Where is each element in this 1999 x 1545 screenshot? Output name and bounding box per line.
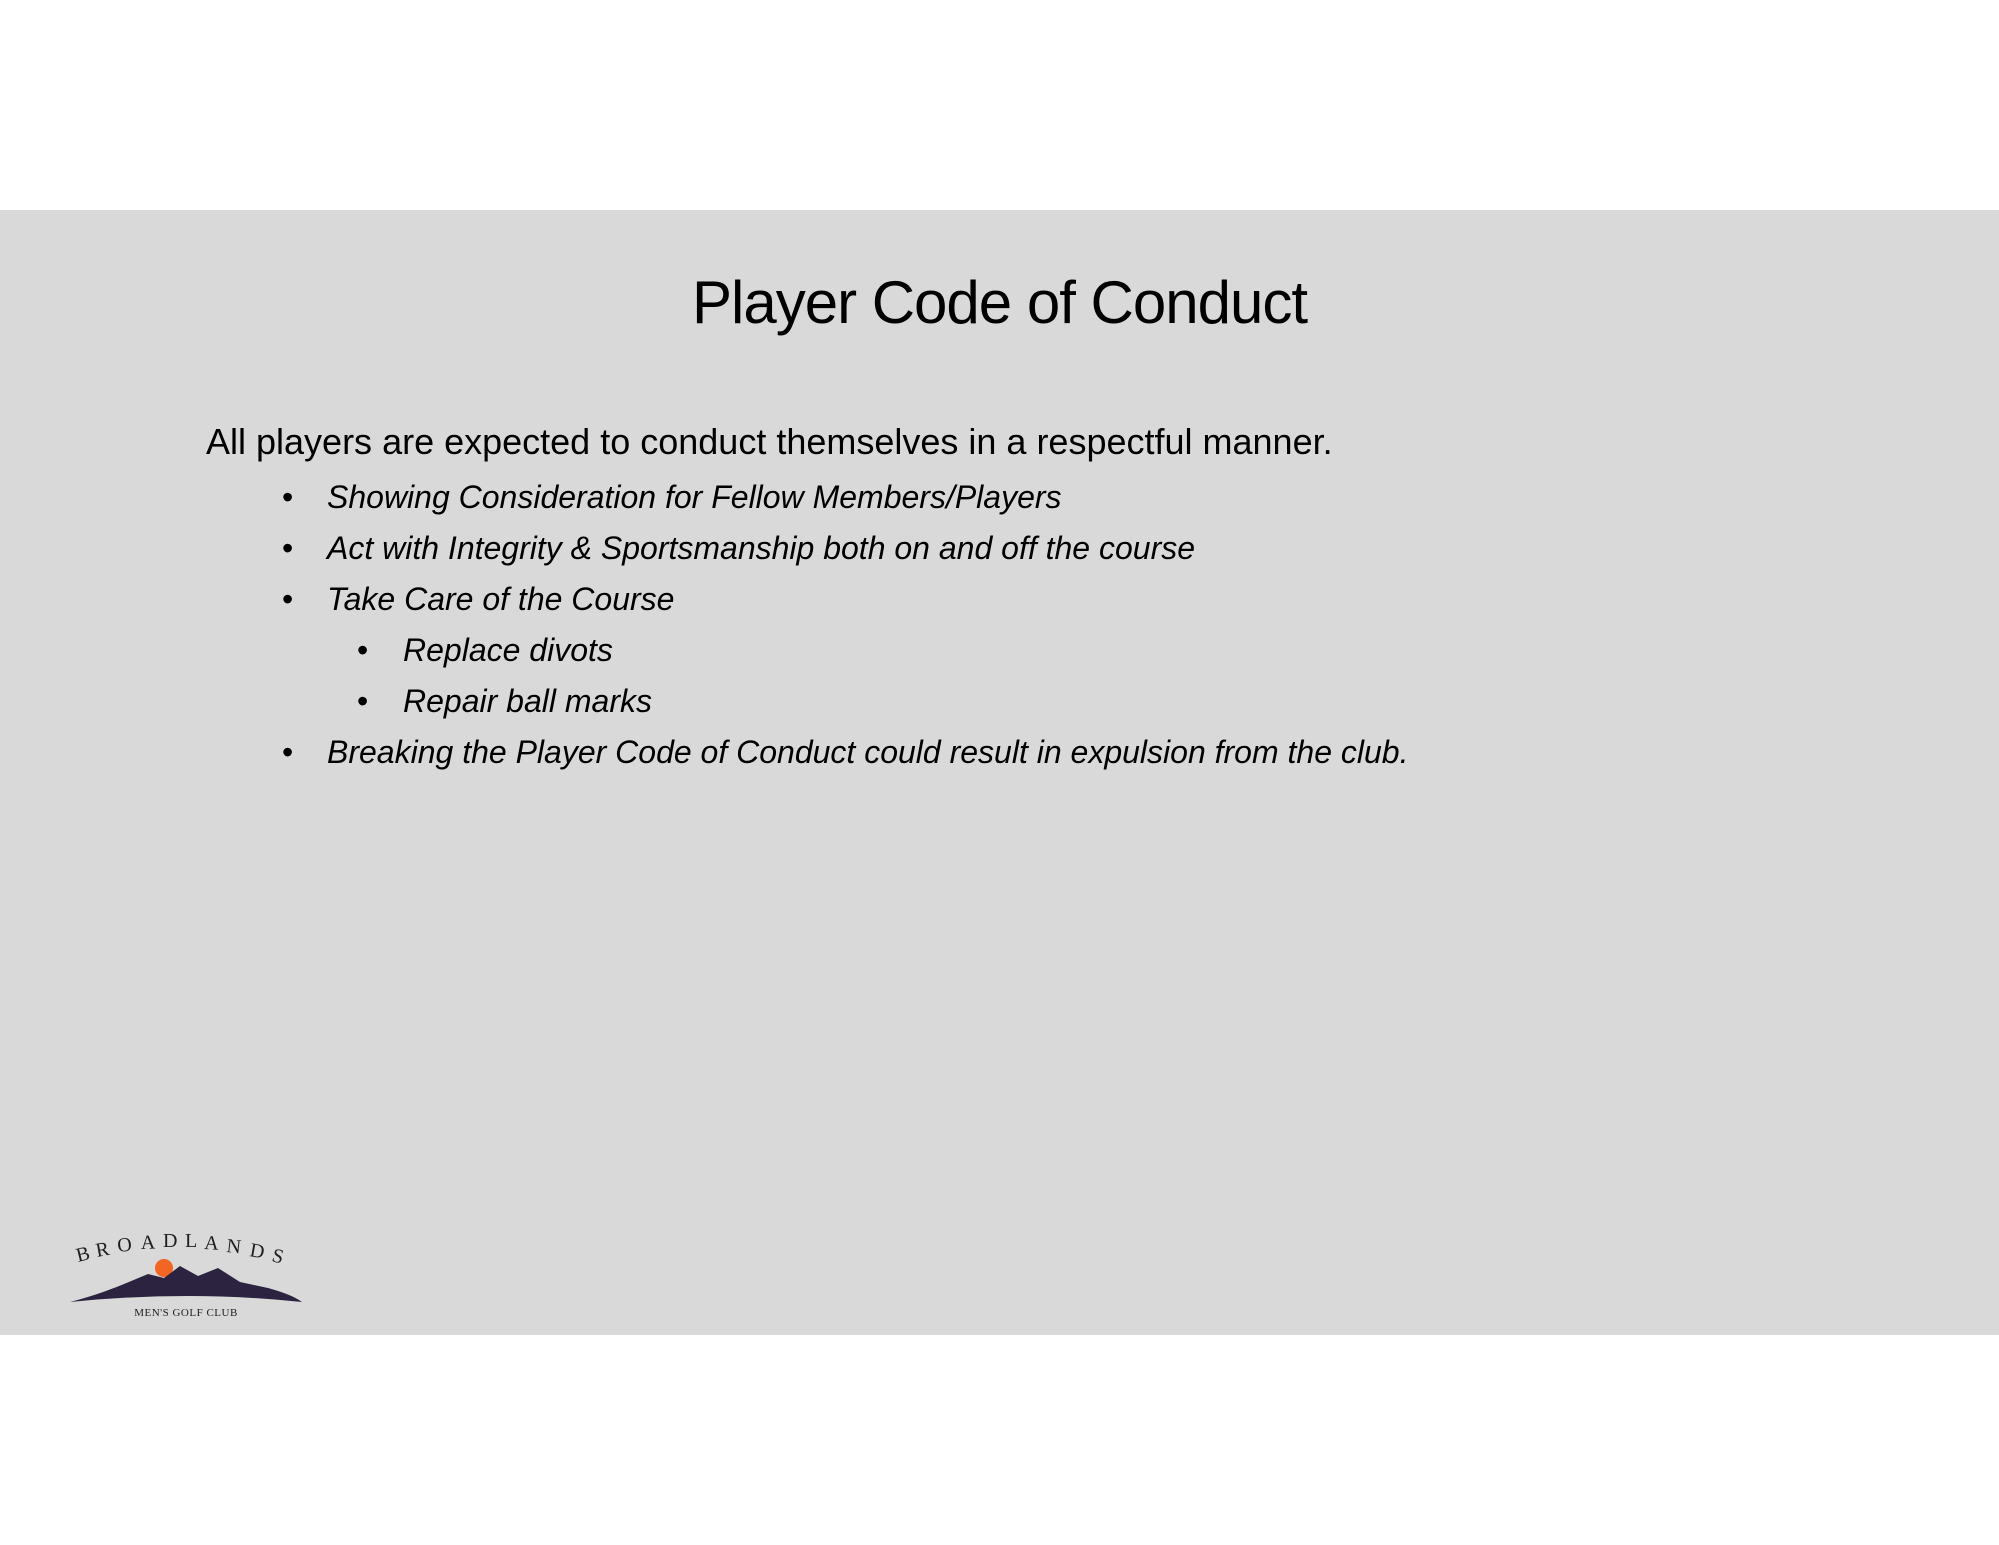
bullet-item xyxy=(0,472,1408,523)
bullet-dot: • xyxy=(282,530,294,566)
intro-text: All players are expected to conduct themselves in a respectful manner. xyxy=(206,421,1333,462)
bullet-list xyxy=(0,472,1408,778)
bullet-text: Act with Integrity & Sportsmanship both on and off the course xyxy=(327,530,1196,566)
logo-letter: N xyxy=(225,1235,244,1259)
bullet-text: Take Care of the Course xyxy=(327,581,675,617)
logo-mountains xyxy=(70,1266,302,1302)
bullet-dot: • xyxy=(282,479,294,515)
bullet-dot: • xyxy=(357,632,369,668)
bullet-item xyxy=(0,727,1408,778)
bullet-item xyxy=(0,574,1408,625)
logo-letter: B xyxy=(73,1242,94,1267)
slide xyxy=(0,210,1999,1335)
sub-bullet-item xyxy=(0,625,1408,676)
bullet-dot: • xyxy=(282,581,294,617)
logo-letter: L xyxy=(185,1230,199,1252)
bullet-text: Repair ball marks xyxy=(403,683,652,719)
logo-subtitle: MEN'S GOLF CLUB xyxy=(134,1307,238,1319)
logo-letter: A xyxy=(203,1232,221,1255)
bullet-text: Replace divots xyxy=(403,632,613,668)
logo-letter: O xyxy=(116,1233,134,1257)
logo-letter: S xyxy=(269,1244,287,1269)
logo-letter: R xyxy=(94,1237,112,1262)
sub-bullet-item xyxy=(0,676,1408,727)
bullet-dot: • xyxy=(282,734,294,770)
bullet-dot: • xyxy=(357,683,369,719)
bullet-text: Breaking the Player Code of Conduct could result in expulsion from the club. xyxy=(327,734,1409,770)
broadlands-logo xyxy=(68,1230,304,1320)
logo-letter: D xyxy=(163,1230,179,1252)
logo-letter: A xyxy=(140,1231,157,1254)
bullet-text: Showing Consideration for Fellow Members/Players xyxy=(327,479,1062,515)
slide-title: Player Code of Conduct xyxy=(691,269,1308,336)
bullet-item xyxy=(0,523,1408,574)
logo-letter: D xyxy=(248,1239,268,1264)
